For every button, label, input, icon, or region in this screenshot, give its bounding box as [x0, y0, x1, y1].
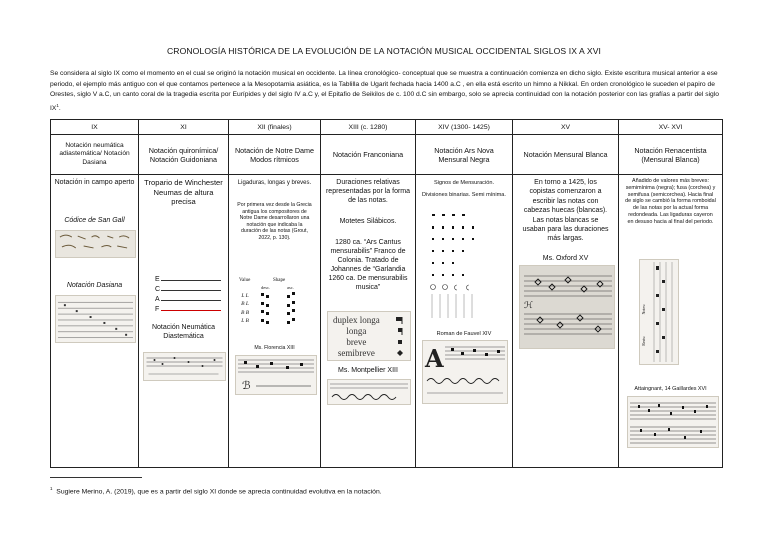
intro-paragraph: Se considera al siglo IX como el momento en el cual se originó la notación musical en occidente. La línea cronológico- conceptual que se muestra a continuación comienza en dicho siglo. Existe escritura musical anterior a ese periodo, el ejemplo más antiguo con el que contamos pertenece a la Mesopotamia asiática, es la Tablilla de Ugarit fechada hacia 1400 a.C , en ella está escrito un himno a Nikkal. En orden cronológico le suceden el papiro de Orestes, siglo V a.C, un canto coral de la tragedia escrita por Eurípides y del siglo IV a.C y, el Epitafio de Seikilos de c. 100 d.C sin embargo, solo se aprecia continuidad con la notación posterior con las grafías a partir del siglo $IX^1$.: [50, 70, 719, 113]
cell-text: Divisiones binarias. Semi mínima.: [422, 192, 506, 198]
image-caption: Códice de San Gall: [64, 217, 125, 224]
note-values-image: [327, 311, 411, 361]
century-header: XV: [513, 120, 619, 135]
image-caption: Ms. Oxford XV: [542, 255, 589, 262]
cell-text: Ligaduras, longas y breves.: [237, 180, 312, 186]
intro-footnote-ref: 1: [56, 102, 59, 108]
side-label: Notes:: [641, 304, 646, 315]
cell-xii: [229, 175, 321, 468]
svg-text:A: A: [425, 344, 444, 373]
content-row: [51, 175, 723, 468]
century-row: [51, 120, 723, 135]
image-caption: Ms. Florencia XIII: [254, 345, 295, 351]
notation-name: Notación quironímica/ Notación Guidoniana: [139, 135, 229, 175]
image-caption: Ms. Montpellier XIII: [338, 367, 398, 374]
manuscript-image: [327, 379, 411, 405]
manuscript-image: [55, 295, 136, 343]
cell-text: Duraciones relativas representadas por la forma de las notas.: [325, 179, 411, 204]
manuscript-image: [422, 340, 508, 404]
cell-xiv: [416, 175, 513, 468]
manuscript-image: [627, 396, 719, 448]
ligature-row: L B: [241, 318, 249, 325]
chronology-table: [50, 119, 723, 468]
cell-ix: [51, 175, 139, 468]
table-head: Shape: [273, 278, 286, 283]
century-header: XIII (c. 1280): [321, 120, 416, 135]
notation-name-row: [51, 135, 723, 175]
cell-xi: [139, 175, 229, 468]
document-title: CRONOLOGÍA HISTÓRICA DE LA EVOLUCIÓN DE LA NOTACIÓN MUSICAL OCCIDENTAL SIGLOS IX A XVI: [166, 46, 602, 56]
mensuration-signs: [424, 210, 504, 320]
manuscript-image: [143, 352, 226, 381]
century-header: XI: [139, 120, 229, 135]
notation-name: Notación Renacentista (Mensural Blanca): [619, 135, 723, 175]
note-name: breve: [346, 337, 367, 347]
cell-text: 1280 ca. “Ars Cantus mensurabilis” Franco de Colonia. Tratado de Johannes de “Garlandia 1260 ca. De mensurabilis musica”: [328, 239, 408, 291]
ligature-row: B B: [241, 309, 250, 316]
footnote-text: Sugiere Merino, A. (2019), que es a partir del siglo XI donde se aprecia continuidad evolutiva en la notación.: [56, 488, 382, 496]
century-header: XII (finales): [229, 120, 321, 135]
cell-text: Motetes Silábicos.: [339, 218, 397, 225]
notation-name: Notación Mensural Blanca: [513, 135, 619, 175]
notation-name: Notación neumática adiastemática/ Notación Dasiana: [51, 135, 139, 175]
manuscript-image: [235, 355, 317, 395]
side-label: Rests:: [641, 336, 646, 346]
cell-xv: [513, 175, 619, 468]
image-caption: Roman de Fauvel XIV: [436, 331, 492, 337]
notation-name: Notación Franconiana: [321, 135, 416, 175]
cell-text: Añadido de valores más breves: semimínima (negra); fusa (corchea) y semifusa (semicorchea). Hacia final de siglo se cambió la forma romboidal de las notas por la actual forma redondeada. Las ligaduras cayeron en desuso hacia al final del periodo.: [625, 178, 716, 225]
manuscript-image: [519, 265, 615, 349]
line-letter: E: [155, 276, 160, 283]
note-name: semibreve: [337, 348, 375, 358]
cell-text: Por primera vez desde la Grecia antigua los compositores de Notre Dame desarrollaron una notación que indicaba la duración de las notas (Grout, 2022, p. 130).: [237, 202, 312, 241]
manuscript-image: [55, 230, 136, 258]
image-caption: Attaingnant, 14 Gaillardes XVI: [634, 386, 707, 392]
table-head: Value: [239, 278, 251, 283]
century-header: XIV (1300- 1425): [416, 120, 513, 135]
ligature-row: L L: [241, 293, 249, 299]
footnote: [50, 486, 382, 495]
century-header: IX: [51, 120, 139, 135]
svg-text:ℋ: ℋ: [524, 301, 533, 311]
note-name: duplex longa: [333, 315, 380, 325]
guidonian-lines: [155, 274, 221, 314]
notation-name: Notación de Notre Dame Modos rítmicos: [229, 135, 321, 175]
intro-text: Se considera al siglo IX como el momento en el cual se originó la notación musical en occidente. La línea cronológico- conceptual que se muestra a continuación comienza en dicho siglo. Existe escritura musical anterior a ese periodo, el ejemplo más antiguo con el que contamos pertenece a la Mesopotamia asiática, es la Tablilla de Ugarit fechada hacia 1400 a.C , en ella está escrito un himno a Nikkal. En orden cronológico le suceden el papiro de Orestes, siglo V a.C, un canto coral de la tragedia escrita por Eurípides y del siglo IV a.C y, el Epitafio de Seikilos de c. 100 d.C sin embargo, solo se aprecia continuidad con la notación posterior con las grafías a partir del siglo IX: [50, 70, 719, 113]
cell-text: Tropario de Winchester Neumas de altura precisa: [144, 178, 223, 207]
cell-text: Signos de Mensuración.: [433, 180, 494, 186]
line-letter: C: [155, 286, 161, 293]
cell-xv-xvi: [619, 175, 723, 468]
ligature-table: [235, 275, 315, 335]
notation-name: Notación Ars Nova Mensural Negra: [416, 135, 513, 175]
image-caption: Notación Dasiana: [66, 282, 123, 289]
century-header: XV- XVI: [619, 120, 723, 135]
ligature-row: B L: [241, 301, 249, 308]
image-caption: Notación Neumática Diastemática: [151, 324, 216, 340]
table-sub: asc.: [287, 285, 294, 290]
line-letter: A: [155, 296, 160, 303]
cell-text: En torno a 1425, los copistas comenzaron a escribir las notas con cabezas huecas (blancas). Las notas blancas se usaban para las duraciones más largas.: [522, 179, 609, 243]
note-name: longa: [346, 326, 367, 336]
table-sub: desc.: [261, 285, 271, 290]
svg-text:ℬ: ℬ: [242, 379, 251, 392]
footnote-number: 1: [50, 486, 53, 491]
cell-xiii: [321, 175, 416, 468]
footnote-separator: [50, 477, 142, 478]
cell-text: Notación in campo aperto: [54, 179, 135, 186]
line-letter: F: [155, 306, 160, 313]
note-value-strip: [639, 259, 679, 365]
